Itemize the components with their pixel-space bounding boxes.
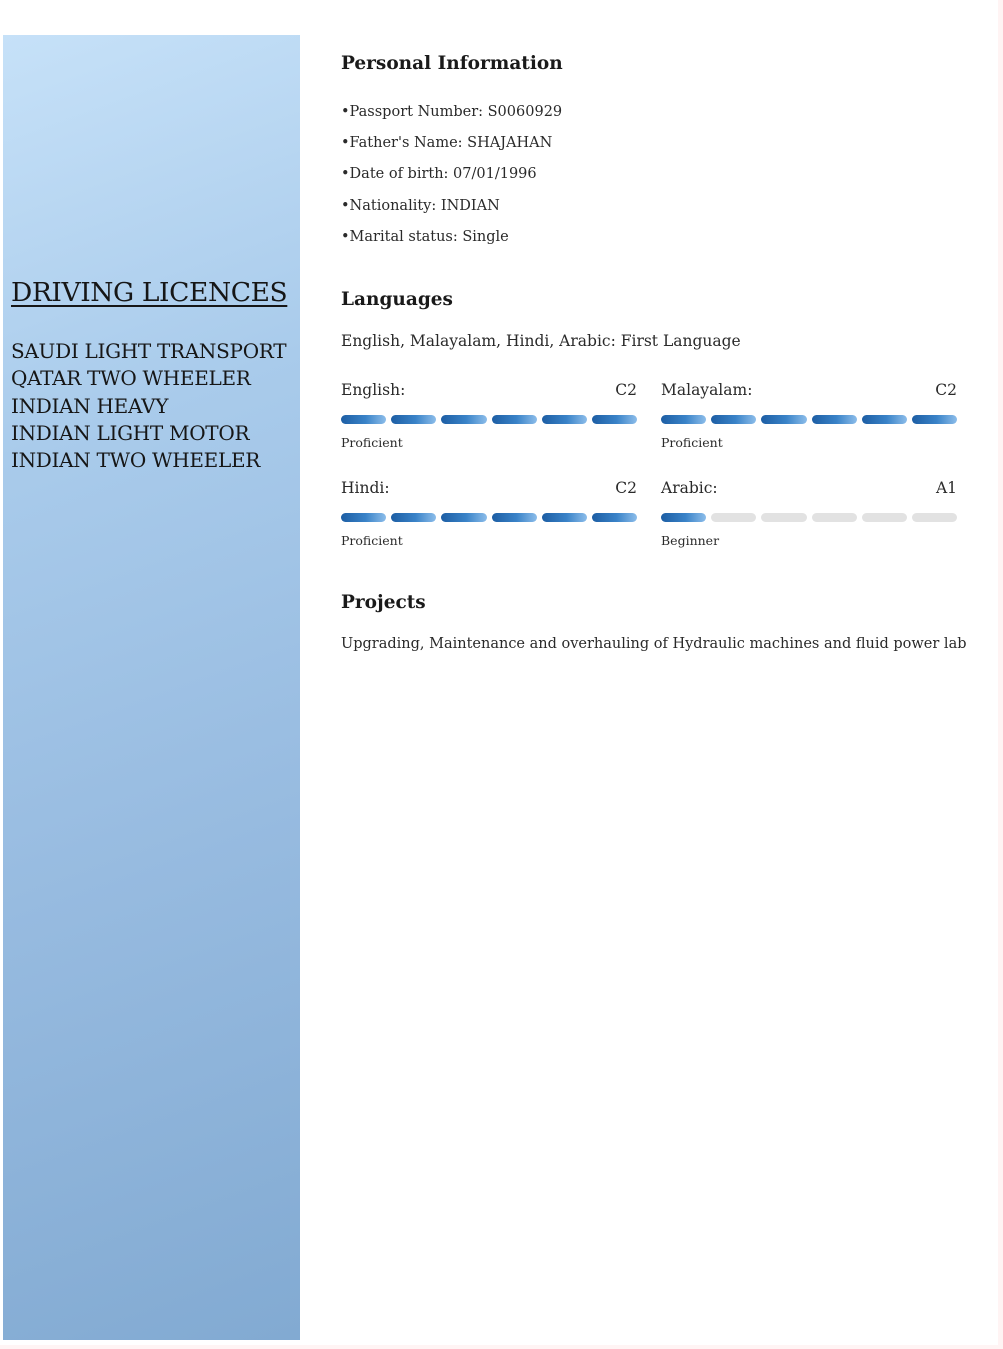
language-malayalam [661, 381, 957, 451]
licence-list [11, 338, 286, 474]
language-level-bar [341, 513, 637, 522]
language-name: Hindi: [341, 479, 390, 497]
level-segment-empty [862, 513, 907, 522]
level-segment-filled [592, 513, 637, 522]
level-segment-filled [441, 415, 486, 424]
level-segment-filled [341, 415, 386, 424]
language-level-bar [341, 415, 637, 424]
languages-heading: Languages [341, 289, 453, 310]
level-segment-filled [492, 513, 537, 522]
language-level: C2 [935, 381, 957, 399]
language-arabic [661, 479, 957, 549]
level-segment-filled [862, 415, 907, 424]
language-level: C2 [615, 381, 637, 399]
language-level: A1 [935, 479, 957, 497]
language-level: C2 [615, 479, 637, 497]
level-segment-filled [542, 513, 587, 522]
marital-status: •Marital status: Single [341, 228, 509, 245]
language-name: Arabic: [661, 479, 718, 497]
licence-item: INDIAN TWO WHEELER [11, 448, 261, 473]
language-description: Proficient [661, 435, 723, 450]
level-segment-filled [492, 415, 537, 424]
nationality: •Nationality: INDIAN [341, 197, 500, 214]
level-segment-empty [812, 513, 857, 522]
level-segment-empty [912, 513, 957, 522]
level-segment-filled [441, 513, 486, 522]
level-segment-empty [761, 513, 806, 522]
language-level-bar [661, 513, 957, 522]
level-segment-filled [761, 415, 806, 424]
licence-item: INDIAN LIGHT MOTOR [11, 420, 250, 445]
language-description: Beginner [661, 533, 720, 548]
language-english [341, 381, 637, 451]
licence-item: QATAR TWO WHEELER [11, 366, 251, 391]
level-segment-filled [912, 415, 957, 424]
level-segment-filled [391, 415, 436, 424]
language-name: Malayalam: [661, 381, 753, 399]
licence-item: SAUDI LIGHT TRANSPORT [11, 339, 287, 363]
languages-summary: English, Malayalam, Hindi, Arabic: First Language [341, 332, 741, 350]
language-description: Proficient [341, 533, 403, 548]
project-description: Upgrading, Maintenance and overhauling of Hydraulic machines and fluid power lab [341, 636, 967, 652]
language-description: Proficient [341, 435, 403, 450]
passport-number: •Passport Number: S0060929 [341, 104, 563, 120]
projects-heading: Projects [341, 592, 426, 613]
personal-information-heading: Personal Information [341, 53, 563, 74]
level-segment-filled [542, 415, 587, 424]
level-segment-filled [391, 513, 436, 522]
level-segment-empty [711, 513, 756, 522]
language-level-bar [661, 415, 957, 424]
fathers-name: •Father's Name: SHAJAHAN [341, 135, 553, 152]
language-name: English: [341, 381, 406, 399]
sidebar [3, 35, 300, 1340]
level-segment-filled [812, 415, 857, 424]
level-segment-filled [661, 415, 706, 424]
language-hindi [341, 479, 637, 549]
driving-licences-heading: DRIVING LICENCES [11, 277, 288, 308]
level-segment-filled [592, 415, 637, 424]
personal-information-list [341, 97, 562, 253]
level-segment-filled [341, 513, 386, 522]
level-segment-filled [711, 415, 756, 424]
date-of-birth: •Date of birth: 07/01/1996 [341, 166, 537, 183]
level-segment-filled [661, 513, 706, 522]
licence-item: INDIAN HEAVY [11, 393, 169, 418]
